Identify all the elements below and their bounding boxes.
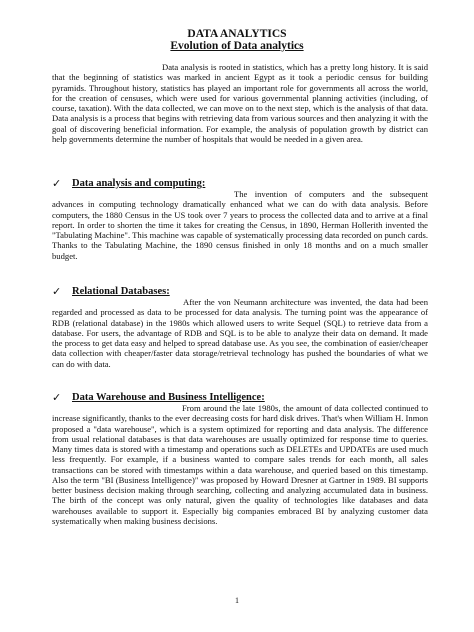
intro-text: Data analysis is rooted in statistics, which has a pretty long history. It is said that the beginning of statistics was marked in ancient Egypt as it took a periodic census for building pyramids. Throughout history, statistics has played an important role for governments all across the world, for the creation of censuses, which were used for various governmental planning activities (including, of course, taxation). With the data collected, we can move on to the next step, which is the analysis of that data. Data analysis is a process that begins with retrieving data from various sources and then analyzing it with the goal of discovering beneficial information. For example, the analysis of population growth by district can help governments determine the number of hospitals that would be needed in a given area. [52,62,428,144]
section-body-text: After the von Neumann architecture was invented, the data had been regarded and processed as data to be processed for data analysis. The turning point was the appearance of RDB (relational database) in the 1980s which allowed users to write Sequel (SQL) to retrieve data from a database. For users, the advantage of RDB and SQL is to be able to analyze their data on demand. It made the process to get data easy and helped to spread database use. As you see, the combination of easier/cheaper data collection with cheaper/faster data storage/retrieval technology has pushed the boundaries of what we can do with data. [52,297,428,369]
checkmark-icon: ✓ [52,285,62,298]
section-heading-text: Data analysis and computing: [72,178,206,189]
page-number: 1 [235,596,239,605]
section-paragraph-relational-databases [52,297,428,369]
checkmark-icon: ✓ [52,391,62,404]
intro-paragraph [52,62,428,144]
section-paragraph-computing [52,189,428,261]
section-body-text: From around the late 1980s, the amount of data collected continued to increase significantly, thanks to the ever decreasing costs for hard disk drives. That's when William H. Inmon proposed a "data warehouse", which is a system optimized for reporting and data analysis. The difference from usual relational databases is that data warehouses are usually optimized for response time to queries. Many times data is stored with a timestamp and operations such as DELETEs and UPDATEs are used much less frequently. For example, if a business wanted to compare sales trends for each month, all sales transactions can be stored with timestamps within a data warehouse, and queried based on this timestamp. Also the term "BI (Business Intelligence)" was proposed by Howard Dresner at Gartner in 1989. BI supports better business decision making through searching, collecting and analyzing accumulated data in business. The birth of the concept was only natural, given the quality of technologies like databases and data warehouses available to support it. Especially big companies embraced BI by analyzing customer data systematically when making business decisions. [52,403,428,526]
section-paragraph-data-warehouse [52,403,428,526]
document-subtitle: Evolution of Data analytics [170,40,304,52]
section-heading-text: Relational Databases: [72,286,170,297]
document-title: DATA ANALYTICS [187,28,287,40]
section-body-text: The invention of computers and the subsequent advances in computing technology dramatically enhanced what we can do with data analysis. Before computers, the 1880 Census in the US took over 7 years to process the collected data and to arrive at a final report. In order to shorten the time it takes for creating the Census, in 1890, Herman Hollerith invented the "Tabulating Machine". This machine was capable of systematically processing data recorded on punch cards. Thanks to the Tabulating Machine, the 1890 census finished in only 18 months and on a much smaller budget. [52,189,428,261]
section-heading-text: Data Warehouse and Business Intelligence: [72,392,265,403]
checkmark-icon: ✓ [52,177,62,190]
